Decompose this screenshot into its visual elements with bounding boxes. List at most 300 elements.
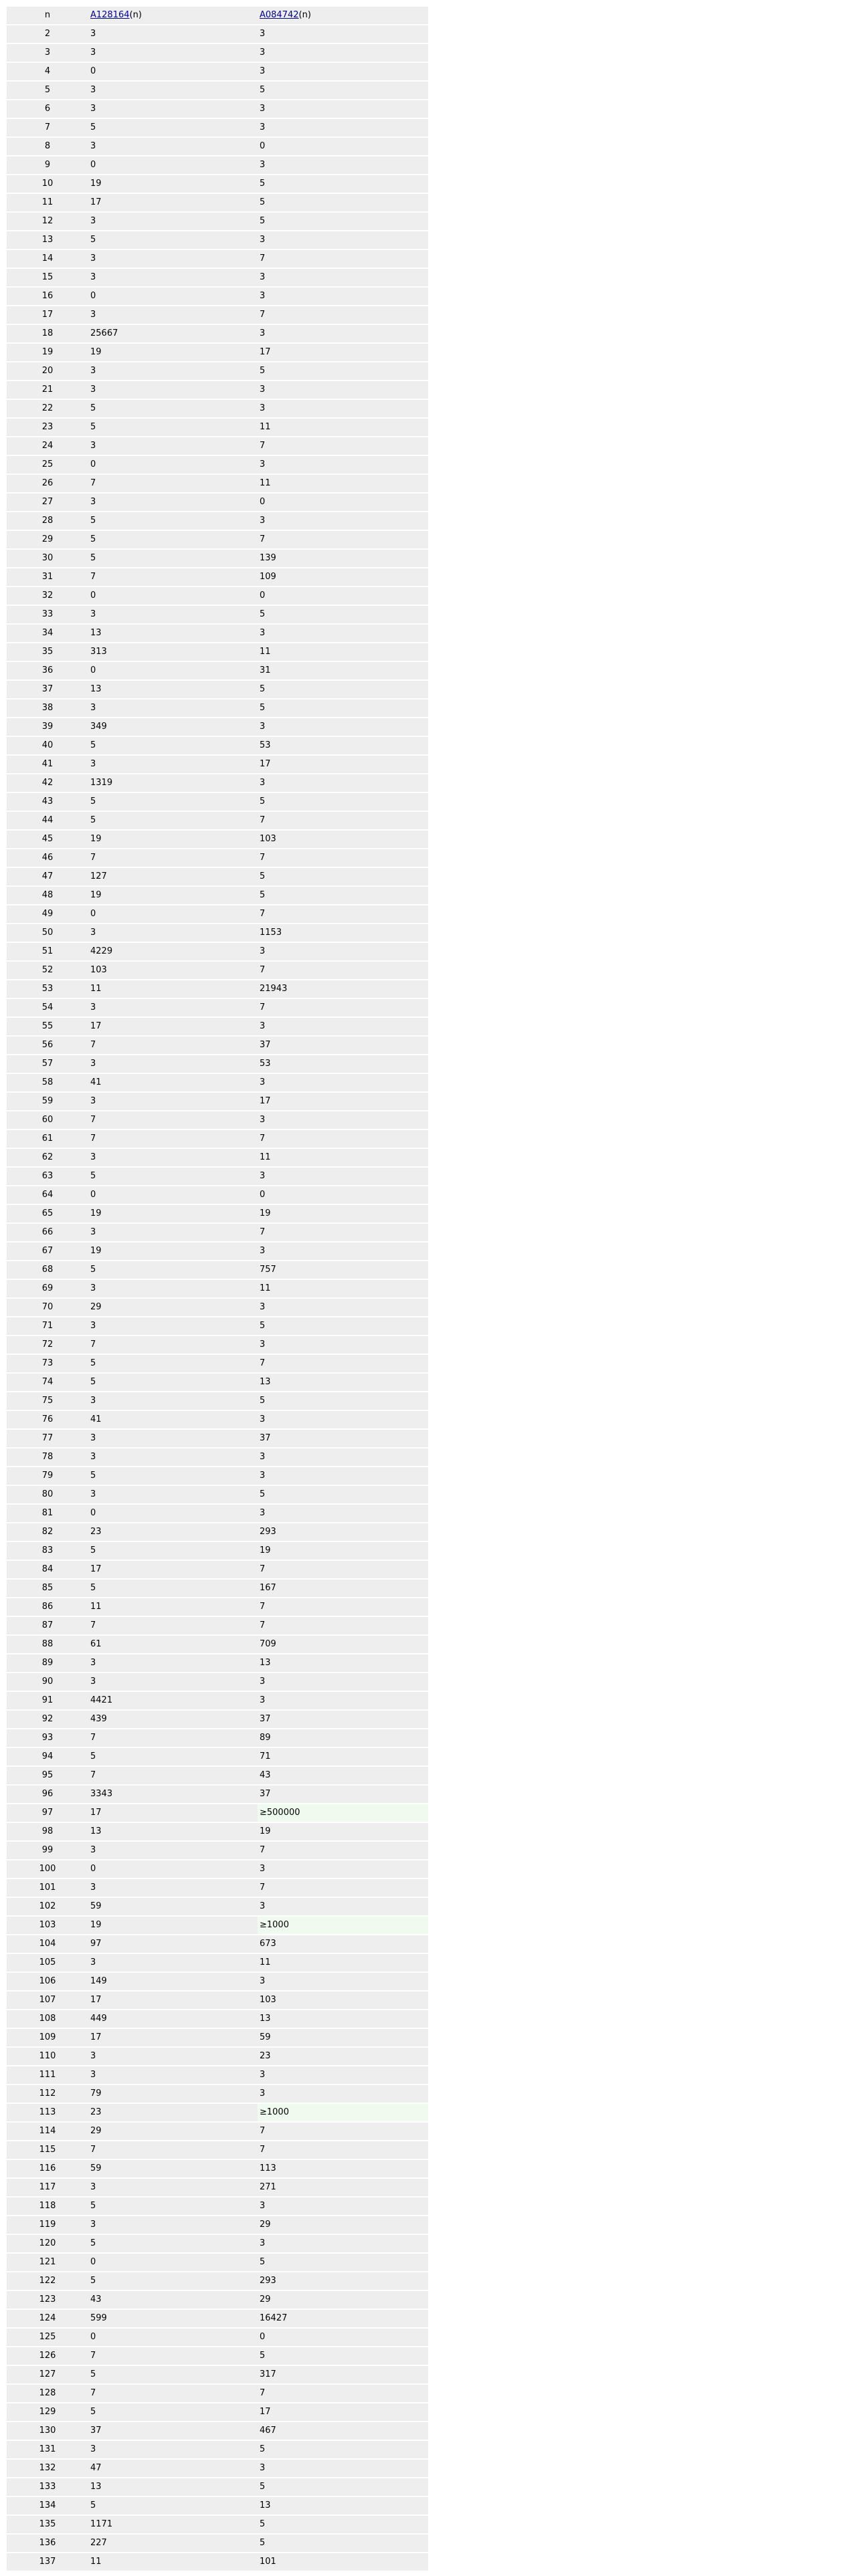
cell-n: 23 (7, 418, 88, 437)
cell-n: 29 (7, 530, 88, 549)
cell-a128164: 3 (88, 381, 258, 399)
table-row (7, 175, 428, 193)
cell-n: 21 (7, 381, 88, 399)
cell-n: 95 (7, 1766, 88, 1785)
cell-n: 122 (7, 2272, 88, 2290)
cell-a128164: 3 (88, 25, 258, 43)
cell-a084742: 11 (258, 1148, 428, 1167)
table-row (7, 137, 428, 156)
table-row (7, 2272, 428, 2290)
cell-a128164: 5 (88, 2234, 258, 2253)
table-row (7, 2253, 428, 2272)
cell-a128164: 13 (88, 624, 258, 643)
cell-n: 63 (7, 1167, 88, 1186)
cell-a128164: 17 (88, 2028, 258, 2047)
cell-n: 6 (7, 100, 88, 118)
table-row (7, 1204, 428, 1223)
table-row (7, 774, 428, 792)
cell-n: 37 (7, 680, 88, 699)
cell-a084742: 757 (258, 1261, 428, 1279)
cell-a128164: 29 (88, 2122, 258, 2141)
table-row (7, 2553, 428, 2571)
table-row (7, 156, 428, 175)
cell-a084742: 3 (258, 1017, 428, 1036)
column-header-a084742-suffix: (n) (298, 10, 311, 20)
cell-a084742: 3 (258, 512, 428, 530)
table-row (7, 886, 428, 905)
cell-a084742: 7 (258, 1560, 428, 1579)
cell-a084742: 5 (258, 2478, 428, 2496)
table-row (7, 1860, 428, 1879)
table-row (7, 1130, 428, 1148)
cell-a128164: 3 (88, 437, 258, 455)
cell-n: 132 (7, 2459, 88, 2478)
table-row (7, 1879, 428, 1897)
cell-n: 120 (7, 2234, 88, 2253)
cell-a084742: 3 (258, 62, 428, 81)
a128164-link[interactable]: A128164 (90, 10, 130, 20)
cell-n: 96 (7, 1785, 88, 1804)
table-row (7, 568, 428, 586)
cell-a128164: 5 (88, 1373, 258, 1392)
cell-a128164: 19 (88, 1242, 258, 1261)
cell-n: 20 (7, 362, 88, 381)
table-row (7, 792, 428, 811)
cell-a084742: 7 (258, 437, 428, 455)
cell-a084742: 5 (258, 193, 428, 212)
cell-n: 105 (7, 1953, 88, 1972)
cell-a128164: 7 (88, 1111, 258, 1130)
cell-a128164: 5 (88, 399, 258, 418)
cell-a084742: 101 (258, 2553, 428, 2571)
cell-a128164: 0 (88, 586, 258, 605)
table-header (7, 7, 428, 25)
cell-n: 119 (7, 2216, 88, 2234)
cell-n: 98 (7, 1822, 88, 1841)
cell-a128164: 5 (88, 2403, 258, 2422)
cell-n: 31 (7, 568, 88, 586)
cell-n: 38 (7, 699, 88, 718)
cell-a084742: 21943 (258, 980, 428, 998)
table-row (7, 1148, 428, 1167)
table-row (7, 1972, 428, 1991)
header-row (7, 7, 428, 25)
table-row (7, 2216, 428, 2234)
cell-a128164: 0 (88, 62, 258, 81)
cell-a084742: 7 (258, 249, 428, 268)
cell-a128164: 5 (88, 792, 258, 811)
cell-n: 85 (7, 1579, 88, 1598)
table-row (7, 2159, 428, 2178)
cell-a128164: 17 (88, 1017, 258, 1036)
cell-a084742: 3 (258, 43, 428, 62)
cell-a084742: 3 (258, 1897, 428, 1916)
cell-a128164: 25667 (88, 324, 258, 343)
cell-a128164: 7 (88, 1335, 258, 1354)
table-body (7, 25, 428, 2571)
cell-n: 116 (7, 2159, 88, 2178)
cell-a128164: 0 (88, 156, 258, 175)
cell-n: 94 (7, 1747, 88, 1766)
cell-a084742: 0 (258, 1186, 428, 1204)
cell-a128164: 61 (88, 1635, 258, 1654)
cell-n: 121 (7, 2253, 88, 2272)
cell-a084742: 5 (258, 886, 428, 905)
cell-a128164: 3 (88, 1223, 258, 1242)
cell-a084742: 3 (258, 1410, 428, 1429)
cell-a128164: 0 (88, 2328, 258, 2347)
cell-a128164: 5 (88, 2496, 258, 2515)
cell-a084742: 3 (258, 2234, 428, 2253)
cell-a084742: 5 (258, 699, 428, 718)
table-row (7, 62, 428, 81)
cell-a128164: 5 (88, 1354, 258, 1373)
table-row (7, 1729, 428, 1747)
cell-a084742: 19 (258, 1822, 428, 1841)
cell-a128164: 23 (88, 1523, 258, 1541)
cell-n: 4 (7, 62, 88, 81)
cell-n: 87 (7, 1616, 88, 1635)
cell-n: 88 (7, 1635, 88, 1654)
cell-a084742: 17 (258, 755, 428, 774)
cell-a084742: 5 (258, 362, 428, 381)
cell-a128164: 0 (88, 1504, 258, 1523)
table-row (7, 1373, 428, 1392)
cell-a128164: 349 (88, 718, 258, 736)
cell-n: 48 (7, 886, 88, 905)
cell-a084742: 11 (258, 643, 428, 661)
cell-a128164: 439 (88, 1710, 258, 1729)
table-row (7, 2047, 428, 2066)
cell-n: 66 (7, 1223, 88, 1242)
table-row (7, 1822, 428, 1841)
cell-n: 49 (7, 905, 88, 924)
table-row (7, 118, 428, 137)
table-row (7, 81, 428, 100)
cell-a128164: 5 (88, 1747, 258, 1766)
cell-n: 33 (7, 605, 88, 624)
cell-a084742: 23 (258, 2047, 428, 2066)
cell-a084742: 5 (258, 2347, 428, 2365)
cell-n: 103 (7, 1916, 88, 1935)
table-row (7, 1223, 428, 1242)
cell-a084742: 3 (258, 1111, 428, 1130)
table-row (7, 212, 428, 231)
cell-a128164: 3 (88, 1841, 258, 1860)
cell-n: 24 (7, 437, 88, 455)
table-row (7, 1523, 428, 1541)
cell-n: 62 (7, 1148, 88, 1167)
cell-n: 40 (7, 736, 88, 755)
table-row (7, 605, 428, 624)
table-row (7, 2347, 428, 2365)
cell-a128164: 3 (88, 1429, 258, 1448)
cell-n: 28 (7, 512, 88, 530)
cell-n: 130 (7, 2422, 88, 2440)
cell-a128164: 0 (88, 1860, 258, 1879)
cell-a084742: 5 (258, 2534, 428, 2553)
table-row (7, 2197, 428, 2216)
table-row (7, 362, 428, 381)
cell-a084742: 53 (258, 1055, 428, 1073)
cell-a128164: 5 (88, 811, 258, 830)
cell-a084742: 7 (258, 849, 428, 867)
table-row (7, 1279, 428, 1298)
table-row (7, 1598, 428, 1616)
table-row (7, 1298, 428, 1317)
cell-n: 35 (7, 643, 88, 661)
cell-a128164: 3 (88, 2440, 258, 2459)
cell-a084742: 0 (258, 493, 428, 512)
table-row (7, 1635, 428, 1654)
table-row (7, 530, 428, 549)
cell-n: 44 (7, 811, 88, 830)
cell-n: 3 (7, 43, 88, 62)
table-row (7, 867, 428, 886)
cell-a128164: 3 (88, 43, 258, 62)
cell-n: 110 (7, 2047, 88, 2066)
cell-a128164: 3 (88, 998, 258, 1017)
table-row (7, 1167, 428, 1186)
cell-n: 134 (7, 2496, 88, 2515)
cell-n: 25 (7, 455, 88, 474)
table-row (7, 306, 428, 324)
table-row (7, 1410, 428, 1429)
cell-a128164: 3 (88, 1448, 258, 1467)
table-row (7, 1485, 428, 1504)
cell-n: 55 (7, 1017, 88, 1036)
cell-a128164: 19 (88, 343, 258, 362)
cell-n: 17 (7, 306, 88, 324)
cell-a128164: 3 (88, 212, 258, 231)
table-row (7, 2515, 428, 2534)
cell-a084742: 5 (258, 792, 428, 811)
cell-n: 90 (7, 1673, 88, 1691)
cell-a084742: 3 (258, 156, 428, 175)
cell-a084742: 7 (258, 1879, 428, 1897)
table-row (7, 549, 428, 568)
cell-a084742: 11 (258, 418, 428, 437)
table-row (7, 1841, 428, 1860)
cell-a084742: 7 (258, 905, 428, 924)
cell-a084742: 3 (258, 268, 428, 287)
table-row (7, 2309, 428, 2328)
cell-n: 9 (7, 156, 88, 175)
cell-n: 50 (7, 924, 88, 942)
cell-a128164: 11 (88, 1598, 258, 1616)
table-row (7, 942, 428, 961)
cell-a084742: 3 (258, 774, 428, 792)
cell-n: 124 (7, 2309, 88, 2328)
cell-a084742: 3 (258, 2066, 428, 2084)
cell-a128164: 5 (88, 736, 258, 755)
cell-a084742: 53 (258, 736, 428, 755)
cell-a128164: 7 (88, 1130, 258, 1148)
table-row (7, 924, 428, 942)
cell-a128164: 0 (88, 287, 258, 306)
cell-n: 13 (7, 231, 88, 249)
cell-n: 125 (7, 2328, 88, 2347)
table-row (7, 2496, 428, 2515)
cell-a084742: 5 (258, 1317, 428, 1335)
cell-n: 113 (7, 2103, 88, 2122)
cell-n: 70 (7, 1298, 88, 1317)
cell-n: 83 (7, 1541, 88, 1560)
cell-a128164: 3 (88, 2216, 258, 2234)
cell-a128164: 0 (88, 905, 258, 924)
table-row (7, 2178, 428, 2197)
table-row (7, 1579, 428, 1598)
cell-a084742: 11 (258, 1279, 428, 1298)
table-row (7, 755, 428, 774)
table-row (7, 718, 428, 736)
cell-n: 74 (7, 1373, 88, 1392)
table-row (7, 1017, 428, 1036)
cell-n: 80 (7, 1485, 88, 1504)
table-row (7, 1897, 428, 1916)
table-row (7, 381, 428, 399)
cell-n: 47 (7, 867, 88, 886)
cell-n: 59 (7, 1092, 88, 1111)
cell-a084742: 139 (258, 549, 428, 568)
cell-n: 108 (7, 2010, 88, 2028)
cell-n: 73 (7, 1354, 88, 1373)
cell-n: 137 (7, 2553, 88, 2571)
cell-a128164: 3 (88, 1485, 258, 1504)
cell-n: 118 (7, 2197, 88, 2216)
cell-n: 7 (7, 118, 88, 137)
cell-a084742: 3 (258, 2459, 428, 2478)
cell-a128164: 3 (88, 268, 258, 287)
table-row (7, 2422, 428, 2440)
cell-a084742: 43 (258, 1766, 428, 1785)
table-row (7, 998, 428, 1017)
cell-n: 78 (7, 1448, 88, 1467)
cell-n: 34 (7, 624, 88, 643)
cell-n: 97 (7, 1804, 88, 1822)
cell-a084742: 17 (258, 2403, 428, 2422)
cell-n: 77 (7, 1429, 88, 1448)
cell-n: 127 (7, 2365, 88, 2384)
cell-n: 53 (7, 980, 88, 998)
cell-a084742: 3 (258, 1335, 428, 1354)
cell-a084742: 467 (258, 2422, 428, 2440)
table-row (7, 1691, 428, 1710)
cell-a084742: 113 (258, 2159, 428, 2178)
table-row (7, 1335, 428, 1354)
table-row (7, 1111, 428, 1130)
cell-a084742: 3 (258, 399, 428, 418)
cell-a128164: 3 (88, 137, 258, 156)
cell-a128164: 19 (88, 886, 258, 905)
cell-a128164: 17 (88, 1804, 258, 1822)
cell-a084742: 3 (258, 100, 428, 118)
table-row (7, 249, 428, 268)
cell-n: 112 (7, 2084, 88, 2103)
cell-n: 72 (7, 1335, 88, 1354)
cell-a128164: 7 (88, 2384, 258, 2403)
table-row (7, 1392, 428, 1410)
cell-a128164: 3 (88, 1953, 258, 1972)
table-row (7, 830, 428, 849)
cell-a084742: 17 (258, 1092, 428, 1111)
cell-n: 106 (7, 1972, 88, 1991)
cell-a084742: 3 (258, 231, 428, 249)
cell-a084742: 7 (258, 2384, 428, 2403)
cell-a084742: 13 (258, 1654, 428, 1673)
table-row (7, 2122, 428, 2141)
table-row (7, 1429, 428, 1448)
cell-a084742: 3 (258, 1467, 428, 1485)
cell-a084742: 89 (258, 1729, 428, 1747)
cell-a084742: 3 (258, 624, 428, 643)
cell-a128164: 3 (88, 1055, 258, 1073)
table-row (7, 1354, 428, 1373)
cell-a128164: 29 (88, 1298, 258, 1317)
cell-n: 5 (7, 81, 88, 100)
cell-n: 93 (7, 1729, 88, 1747)
table-row (7, 624, 428, 643)
cell-a128164: 3 (88, 1879, 258, 1897)
table-row (7, 2141, 428, 2159)
cell-a128164: 3 (88, 362, 258, 381)
cell-n: 19 (7, 343, 88, 362)
table-row (7, 961, 428, 980)
cell-n: 8 (7, 137, 88, 156)
cell-a128164: 3 (88, 605, 258, 624)
table-row (7, 1242, 428, 1261)
cell-a084742: 7 (258, 1841, 428, 1860)
cell-a128164: 103 (88, 961, 258, 980)
table-row (7, 1448, 428, 1467)
cell-a128164: 5 (88, 1541, 258, 1560)
cell-a128164: 37 (88, 2422, 258, 2440)
cell-a128164: 227 (88, 2534, 258, 2553)
cell-n: 69 (7, 1279, 88, 1298)
cell-n: 39 (7, 718, 88, 736)
cell-n: 68 (7, 1261, 88, 1279)
a084742-link[interactable]: A084742 (260, 10, 299, 20)
cell-n: 58 (7, 1073, 88, 1092)
column-header-a084742 (258, 7, 428, 25)
cell-a128164: 3 (88, 699, 258, 718)
cell-a128164: 5 (88, 530, 258, 549)
cell-a128164: 4421 (88, 1691, 258, 1710)
cell-n: 128 (7, 2384, 88, 2403)
table-row (7, 1036, 428, 1055)
cell-a128164: 97 (88, 1935, 258, 1953)
cell-a128164: 0 (88, 1186, 258, 1204)
cell-a128164: 7 (88, 568, 258, 586)
cell-a084742: 7 (258, 811, 428, 830)
cell-a128164: 17 (88, 1560, 258, 1579)
cell-n: 81 (7, 1504, 88, 1523)
cell-a084742: 3 (258, 1448, 428, 1467)
cell-a084742: 7 (258, 1616, 428, 1635)
table-row (7, 2028, 428, 2047)
cell-n: 104 (7, 1935, 88, 1953)
cell-n: 82 (7, 1523, 88, 1541)
cell-n: 42 (7, 774, 88, 792)
cell-a128164: 3 (88, 1654, 258, 1673)
cell-a128164: 13 (88, 1822, 258, 1841)
cell-a128164: 7 (88, 1616, 258, 1635)
cell-a084742: 13 (258, 2496, 428, 2515)
cell-n: 136 (7, 2534, 88, 2553)
cell-a128164: 43 (88, 2290, 258, 2309)
cell-a084742: 59 (258, 2028, 428, 2047)
cell-a084742: 5 (258, 867, 428, 886)
